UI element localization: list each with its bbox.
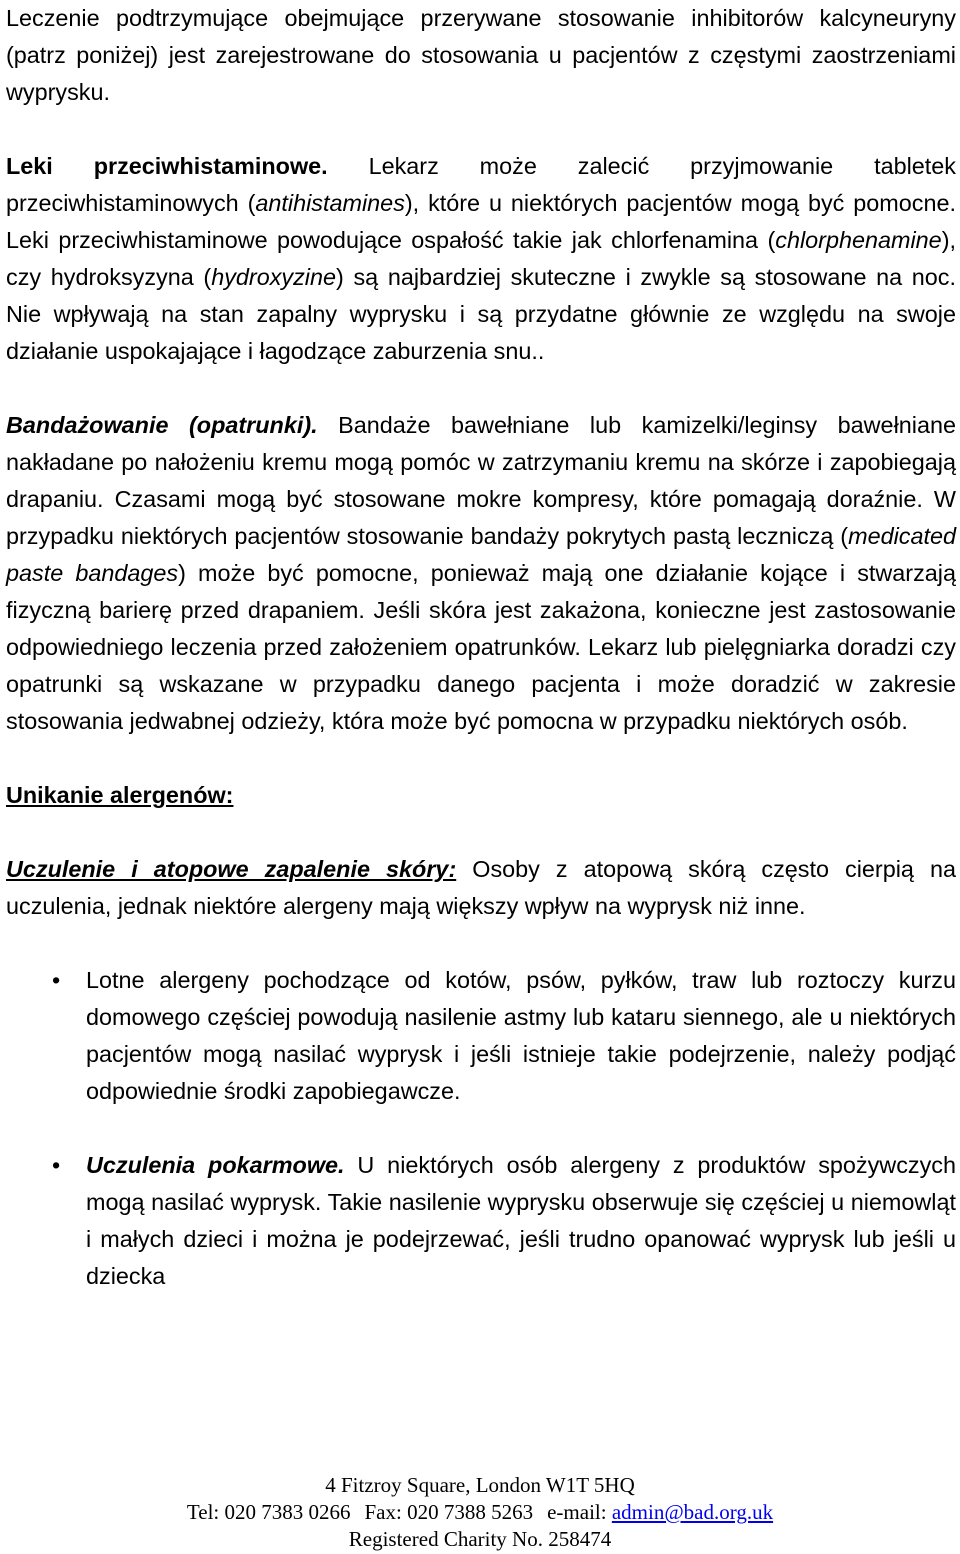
footer-charity: Registered Charity No. 258474 bbox=[348, 1527, 612, 1551]
spacer bbox=[6, 740, 956, 777]
bullet-icon: • bbox=[52, 1152, 61, 1178]
heading-food-allergy: Uczulenia pokarmowe. bbox=[86, 1152, 345, 1178]
footer-tel: Tel: 020 7383 0266 bbox=[186, 1500, 351, 1524]
paragraph-antihistamines: Leki przeciwhistaminowe. Lekarz może zalecić przyjmowanie tabletek przeciwhistaminowych (antihistamines), które u niektórych pacjentów mogą być pomocne. Leki przeciwhistaminowe powodujące ospałość takie jak chlorfenamina (chlorphenamine), czy hydroksyzyna (hydroxyzine) są najbardziej skuteczne i zwykle są stosowane na noc. Nie wpływają na stan zapalny wyprysku i są przydatne głównie ze względu na swoje działanie uspokajające i łagodzące zaburzenia snu.. bbox=[6, 153, 956, 364]
paragraph-allergy-atopic: Uczulenie i atopowe zapalenie skóry: Osoby z atopową skórą często cierpią na uczulenia, jednak niektóre alergeny mają większy wpływ na wyprysk niż inne. bbox=[6, 856, 956, 919]
spacer bbox=[6, 1110, 956, 1147]
footer-email-label: e-mail: bbox=[547, 1500, 607, 1524]
footer-fax: Fax: 020 7388 5263 bbox=[364, 1500, 534, 1524]
list-item-text: Lotne alergeny pochodzące od kotów, psów, pyłków, traw lub roztoczy kurzu domowego częściej powodują nasilenie astmy lub kataru siennego, ale u niektórych pacjentów mogą nasilać wyprysk i jeśli istnieje takie podejrzenie, należy podjąć odpowiednie środki zapobiegawcze. bbox=[86, 967, 956, 1104]
list-item bbox=[6, 962, 956, 1110]
spacer bbox=[6, 814, 956, 851]
list-item-text: Uczulenia pokarmowe. U niektórych osób alergeny z produktów spożywczych mogą nasilać wyprysk. Takie nasilenie wyprysku obserwuje się częściej u niemowląt i małych dzieci i można je podejrzewać, jeśli trudno opanować wyprysk lub jeśli u dziecka bbox=[86, 1152, 956, 1289]
paragraph-bandaging: Bandażowanie (opatrunki). Bandaże bawełniane lub kamizelki/leginsy bawełniane nakładane po nałożeniu kremu mogą pomóc w zatrzymaniu kremu na skórze i zapobiegają drapaniu. Czasami mogą być stosowane mokre kompresy, które pomagają doraźnie. W przypadku niektórych pacjentów stosowanie bandaży pokrytych pastą leczniczą (medicated paste bandages) może być pomocne, ponieważ mają one działanie kojące i stwarzają fizyczną barierę przed drapaniem. Jeśli skóra jest zakażona, konieczne jest zastosowanie odpowiedniego leczenia przed założeniem opatrunków. Lekarz lub pielęgniarka doradzi czy opatrunki są wskazane w przypadku danego pacjenta i może doradzić w zakresie stosowania jedwabnej odzieży, która może być pomocna w przypadku niektórych osób. bbox=[6, 412, 956, 734]
spacer bbox=[6, 925, 956, 962]
heading-antihistamines: Leki przeciwhistaminowe. bbox=[6, 153, 328, 179]
heading-bandaging: Bandażowanie (opatrunki). bbox=[6, 412, 318, 438]
page-footer bbox=[0, 1472, 960, 1553]
document-body bbox=[6, 0, 956, 1295]
footer-address: 4 Fitzroy Square, London W1T 5HQ bbox=[325, 1473, 635, 1497]
section-heading-allergens: Unikanie alergenów: bbox=[6, 782, 234, 808]
footer-contact bbox=[0, 1499, 960, 1526]
email-link[interactable]: admin@bad.org.uk bbox=[611, 1500, 774, 1524]
paragraph-maintenance-treatment: Leczenie podtrzymujące obejmujące przerywane stosowanie inhibitorów kalcyneuryny (patrz poniżej) jest zarejestrowane do stosowania u pacjentów z częstymi zaostrzeniami wyprysku. bbox=[6, 5, 956, 105]
heading-allergy-atopic: Uczulenie i atopowe zapalenie skóry: bbox=[6, 856, 457, 882]
list-item bbox=[6, 1147, 956, 1295]
bullet-icon: • bbox=[52, 967, 61, 993]
spacer bbox=[6, 111, 956, 148]
spacer bbox=[6, 370, 956, 407]
